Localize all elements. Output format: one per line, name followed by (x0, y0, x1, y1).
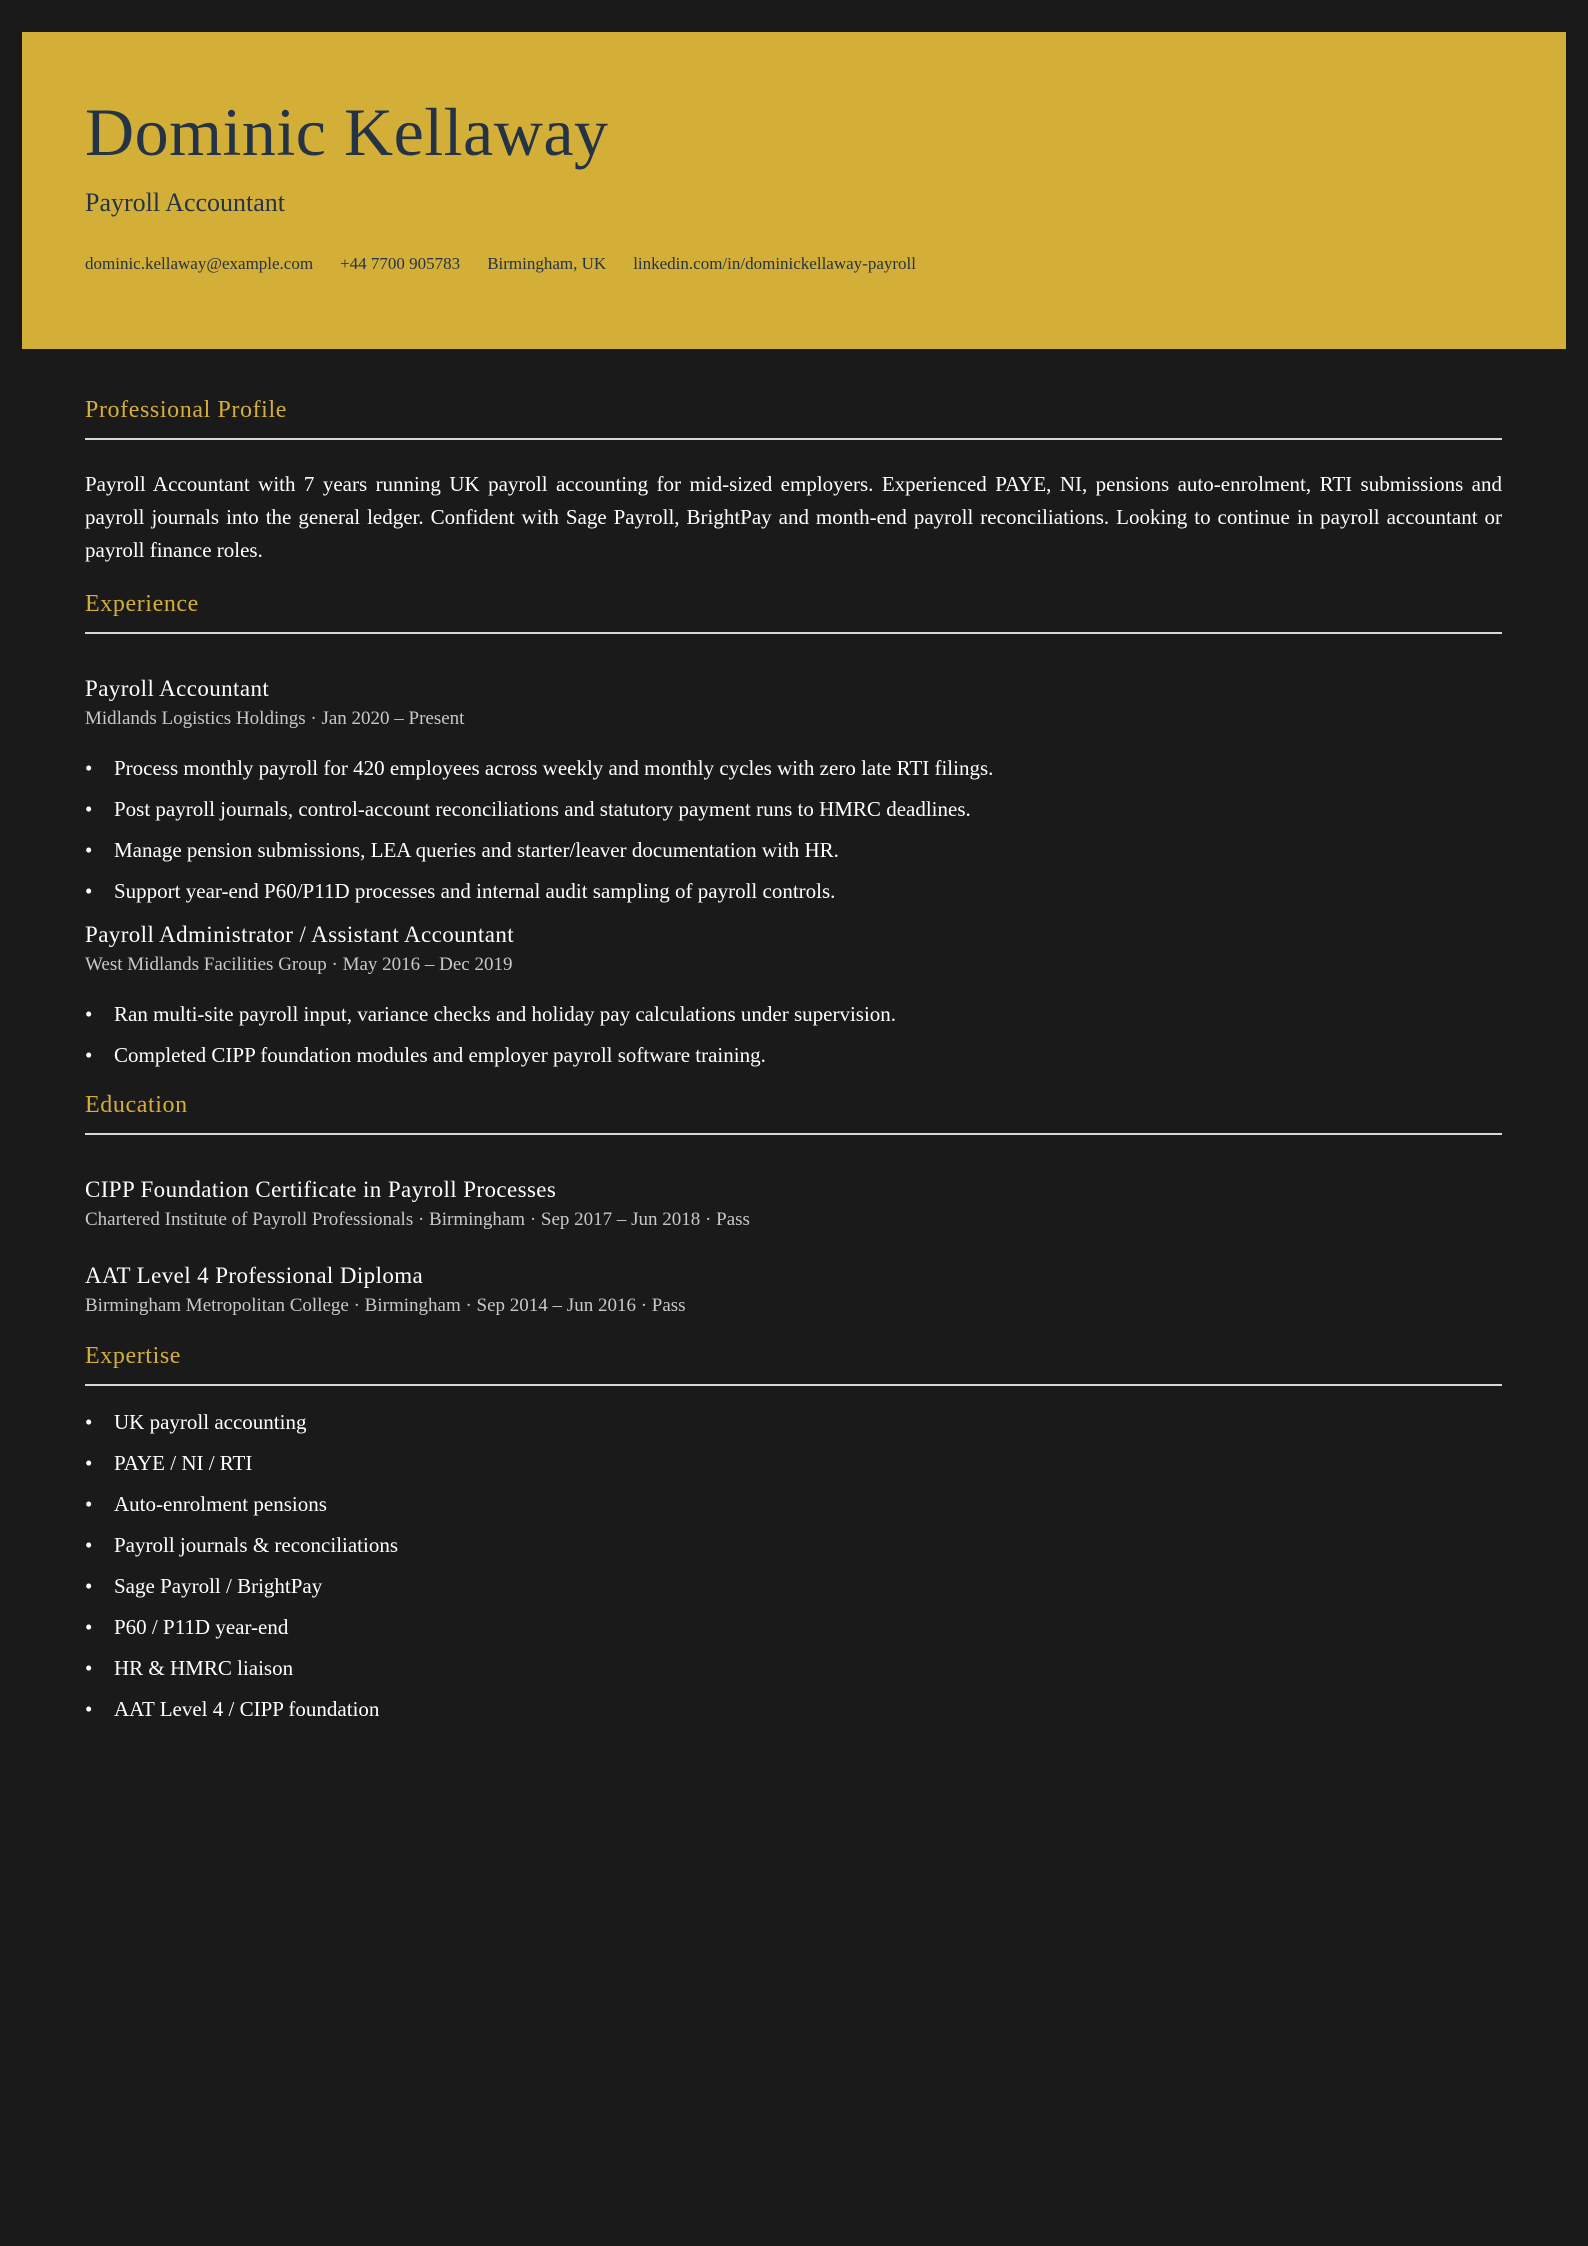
job-meta: Midlands Logistics Holdings · Jan 2020 – Present (85, 708, 465, 730)
section-divider (85, 438, 1502, 440)
education-meta: Birmingham Metropolitan College · Birmingham · Sep 2014 – Jun 2016 · Pass (85, 1295, 686, 1317)
experience-section (85, 589, 1502, 1067)
section-divider (85, 1133, 1502, 1135)
job-meta: West Midlands Facilities Group · May 2016 – Dec 2019 (85, 953, 513, 975)
profile-section (85, 395, 1502, 567)
job-title: Payroll Accountant (85, 676, 270, 702)
contact-list (85, 254, 916, 274)
experience-entry (85, 920, 1502, 1068)
section-divider (85, 632, 1502, 634)
list-item: • Process monthly payroll for 420 employees across weekly and monthly cycles with zero late RTI filings. (85, 756, 1502, 781)
expertise-list (85, 1410, 1502, 1722)
section-heading-expertise: Expertise (85, 1342, 182, 1369)
section-heading-experience: Experience (85, 591, 199, 618)
profile-summary: Payroll Accountant with 7 years running UK payroll accounting for mid-sized employers. Experienced PAYE, NI, pensions auto-enrolment, RTI submissions and payroll journals into the general ledger. Confident with Sage Payroll, BrightPay and month-end payroll reconciliations. Looking to continue in payroll accountant or payroll finance roles. (85, 472, 1502, 563)
section-divider (85, 1384, 1502, 1386)
list-item: • Sage Payroll / BrightPay (85, 1574, 1502, 1599)
contact-phone: +44 7700 905783 (340, 254, 461, 273)
section-heading-education: Education (85, 1091, 188, 1118)
list-item: • Auto-enrolment pensions (85, 1492, 1502, 1517)
list-item: • Manage pension submissions, LEA queries and starter/leaver documentation with HR. (85, 838, 1502, 863)
list-item: • P60 / P11D year-end (85, 1615, 1502, 1640)
list-item: • HR & HMRC liaison (85, 1656, 1502, 1681)
education-title: CIPP Foundation Certificate in Payroll Processes (85, 1176, 557, 1202)
candidate-title: Payroll Accountant (85, 188, 286, 217)
education-title: AAT Level 4 Professional Diploma (85, 1263, 424, 1289)
list-item: • Payroll journals & reconciliations (85, 1533, 1502, 1558)
job-bullets (85, 1002, 1502, 1068)
contact-location: Birmingham, UK (487, 254, 607, 273)
resume-body (85, 395, 1502, 1738)
candidate-name: Dominic Kellaway (85, 94, 609, 170)
education-entry (85, 1175, 1502, 1233)
education-meta: Chartered Institute of Payroll Professionals · Birmingham · Sep 2017 – Jun 2018 · Pass (85, 1208, 750, 1230)
job-title: Payroll Administrator / Assistant Accountant (85, 921, 515, 947)
experience-entry (85, 674, 1502, 904)
list-item: • PAYE / NI / RTI (85, 1451, 1502, 1476)
list-item: • UK payroll accounting (85, 1410, 1502, 1435)
list-item: • Post payroll journals, control-account reconciliations and statutory payment runs to HMRC deadlines. (85, 797, 1502, 822)
job-bullets (85, 756, 1502, 904)
section-heading-profile: Professional Profile (85, 397, 287, 423)
expertise-section (85, 1341, 1502, 1722)
education-section (85, 1090, 1502, 1319)
list-item: • Completed CIPP foundation modules and employer payroll software training. (85, 1043, 1502, 1068)
education-entry (85, 1261, 1502, 1319)
list-item: • Ran multi-site payroll input, variance checks and holiday pay calculations under supervision. (85, 1002, 1502, 1027)
resume-header (22, 32, 1566, 349)
list-item: • AAT Level 4 / CIPP foundation (85, 1697, 1502, 1722)
list-item: • Support year-end P60/P11D processes and internal audit sampling of payroll controls. (85, 879, 1502, 904)
contact-linkedin: linkedin.com/in/dominickellaway-payroll (633, 254, 916, 273)
contact-email: dominic.kellaway@example.com (85, 254, 314, 273)
